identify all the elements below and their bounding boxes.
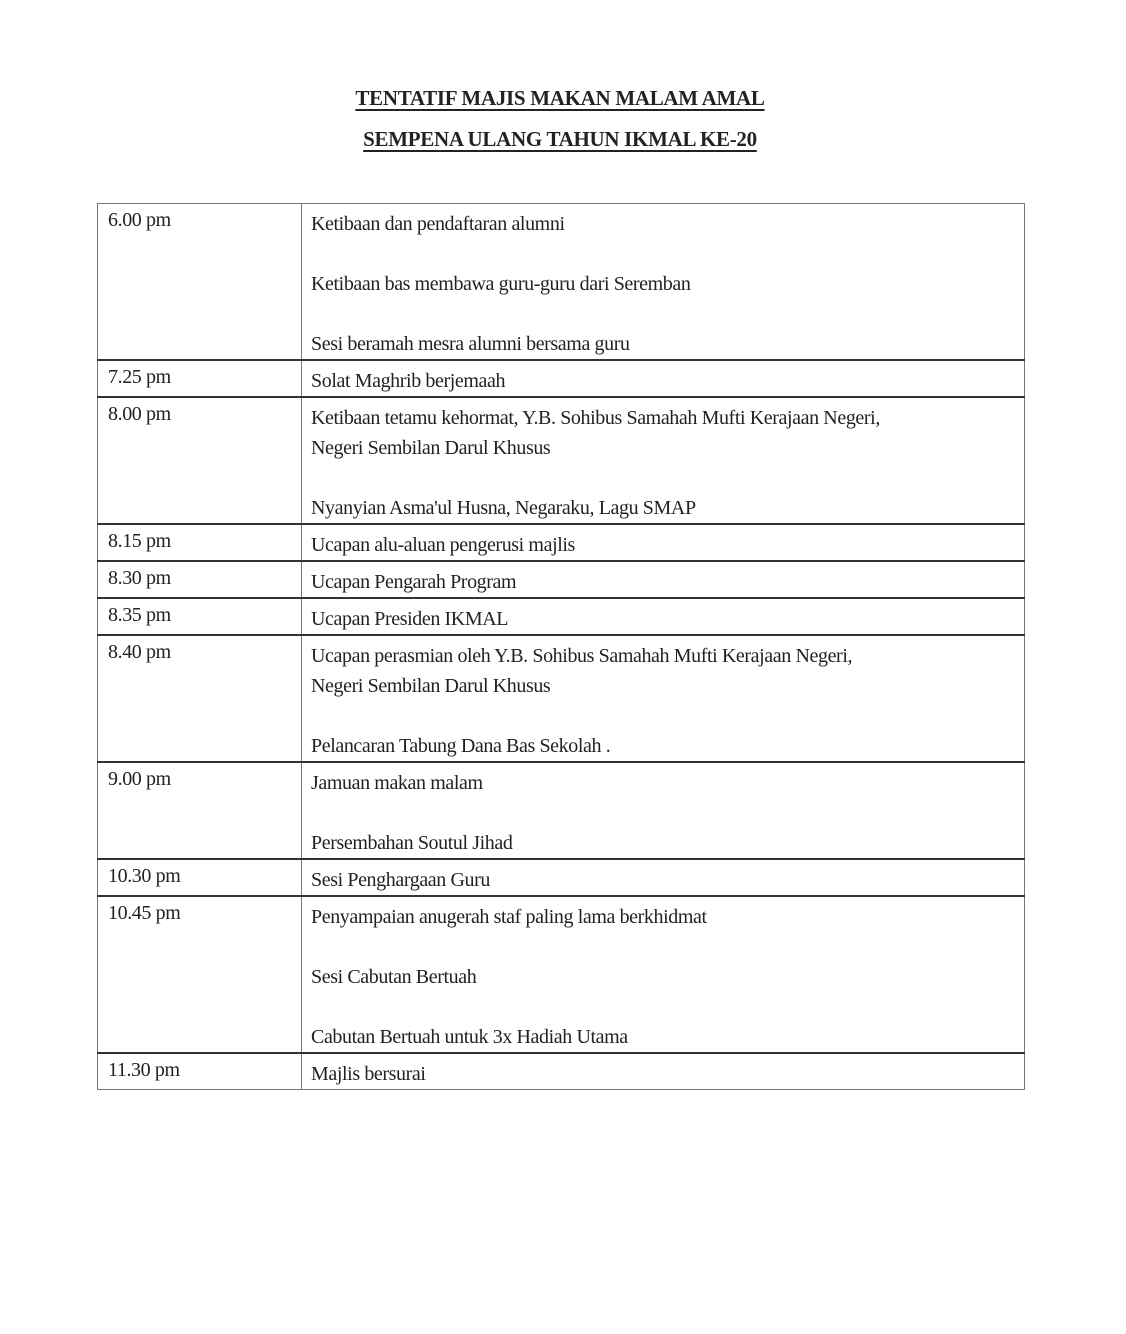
- document-title: TENTATIF MAJIS MAKAN MALAM AMAL: [355, 86, 765, 110]
- activity-item: Ketibaan tetamu kehormat, Y.B. Sohibus Samahah Mufti Kerajaan Negeri,: [311, 407, 880, 429]
- schedule-activities: [302, 598, 1025, 635]
- schedule-row: [98, 204, 1025, 361]
- activity-item: Nyanyian Asma'ul Husna, Negaraku, Lagu SMAP: [311, 497, 696, 519]
- schedule-time: 11.30 pm: [98, 1053, 302, 1090]
- schedule-time: 10.45 pm: [98, 896, 302, 1053]
- activity-item: Sesi beramah mesra alumni bersama guru: [311, 333, 630, 355]
- schedule-time: 10.30 pm: [98, 859, 302, 896]
- schedule-body: [98, 204, 1025, 1090]
- activity-item: Solat Maghrib berjemaah: [311, 370, 506, 392]
- schedule-row: [98, 598, 1025, 635]
- schedule-row: [98, 561, 1025, 598]
- schedule-activities: [302, 204, 1025, 361]
- schedule-time: 8.30 pm: [98, 561, 302, 598]
- activity-item: Ketibaan bas membawa guru-guru dari Seremban: [311, 273, 691, 295]
- schedule-time: 8.00 pm: [98, 397, 302, 524]
- activity-item: Ucapan Presiden IKMAL: [311, 608, 509, 630]
- schedule-activities: [302, 360, 1025, 397]
- activity-spacer: [311, 992, 1024, 1022]
- activity-item: Jamuan makan malam: [311, 772, 483, 794]
- activity-spacer: [311, 932, 1024, 962]
- schedule-row: [98, 859, 1025, 896]
- schedule-time: 8.15 pm: [98, 524, 302, 561]
- schedule-time: 6.00 pm: [98, 204, 302, 361]
- activity-item: Ucapan perasmian oleh Y.B. Sohibus Samahah Mufti Kerajaan Negeri,: [311, 645, 853, 667]
- activity-item: Negeri Sembilan Darul Khusus: [311, 437, 551, 459]
- document-subtitle: SEMPENA ULANG TAHUN IKMAL KE-20: [363, 127, 757, 151]
- schedule-activities: [302, 561, 1025, 598]
- schedule-row: [98, 360, 1025, 397]
- schedule-activities: [302, 635, 1025, 762]
- activity-item: Cabutan Bertuah untuk 3x Hadiah Utama: [311, 1026, 628, 1048]
- schedule-row: [98, 896, 1025, 1053]
- schedule-activities: [302, 1053, 1025, 1090]
- schedule-row: [98, 524, 1025, 561]
- schedule-row: [98, 762, 1025, 859]
- activity-spacer: [311, 239, 1024, 269]
- schedule-activities: [302, 896, 1025, 1053]
- activity-spacer: [311, 701, 1024, 731]
- schedule-time: 7.25 pm: [98, 360, 302, 397]
- activity-item: Persembahan Soutul Jihad: [311, 832, 513, 854]
- schedule-activities: [302, 524, 1025, 561]
- activity-item: Majlis bersurai: [311, 1063, 426, 1085]
- schedule-time: 8.35 pm: [98, 598, 302, 635]
- schedule-activities: [302, 859, 1025, 896]
- activity-item: Negeri Sembilan Darul Khusus: [311, 675, 551, 697]
- schedule-row: [98, 1053, 1025, 1090]
- schedule-row: [98, 635, 1025, 762]
- schedule-activities: [302, 762, 1025, 859]
- schedule-activities: [302, 397, 1025, 524]
- schedule-table: [97, 203, 1025, 1090]
- schedule-row: [98, 397, 1025, 524]
- activity-item: Penyampaian anugerah staf paling lama berkhidmat: [311, 906, 707, 928]
- activity-item: Ketibaan dan pendaftaran alumni: [311, 213, 565, 235]
- schedule-time: 8.40 pm: [98, 635, 302, 762]
- activity-item: Sesi Penghargaan Guru: [311, 869, 490, 891]
- schedule-time: 9.00 pm: [98, 762, 302, 859]
- activity-spacer: [311, 463, 1024, 493]
- activity-spacer: [311, 798, 1024, 828]
- activity-item: Pelancaran Tabung Dana Bas Sekolah .: [311, 735, 611, 757]
- activity-item: Ucapan alu-aluan pengerusi majlis: [311, 534, 575, 556]
- activity-item: Sesi Cabutan Bertuah: [311, 966, 477, 988]
- activity-item: Ucapan Pengarah Program: [311, 571, 517, 593]
- activity-spacer: [311, 299, 1024, 329]
